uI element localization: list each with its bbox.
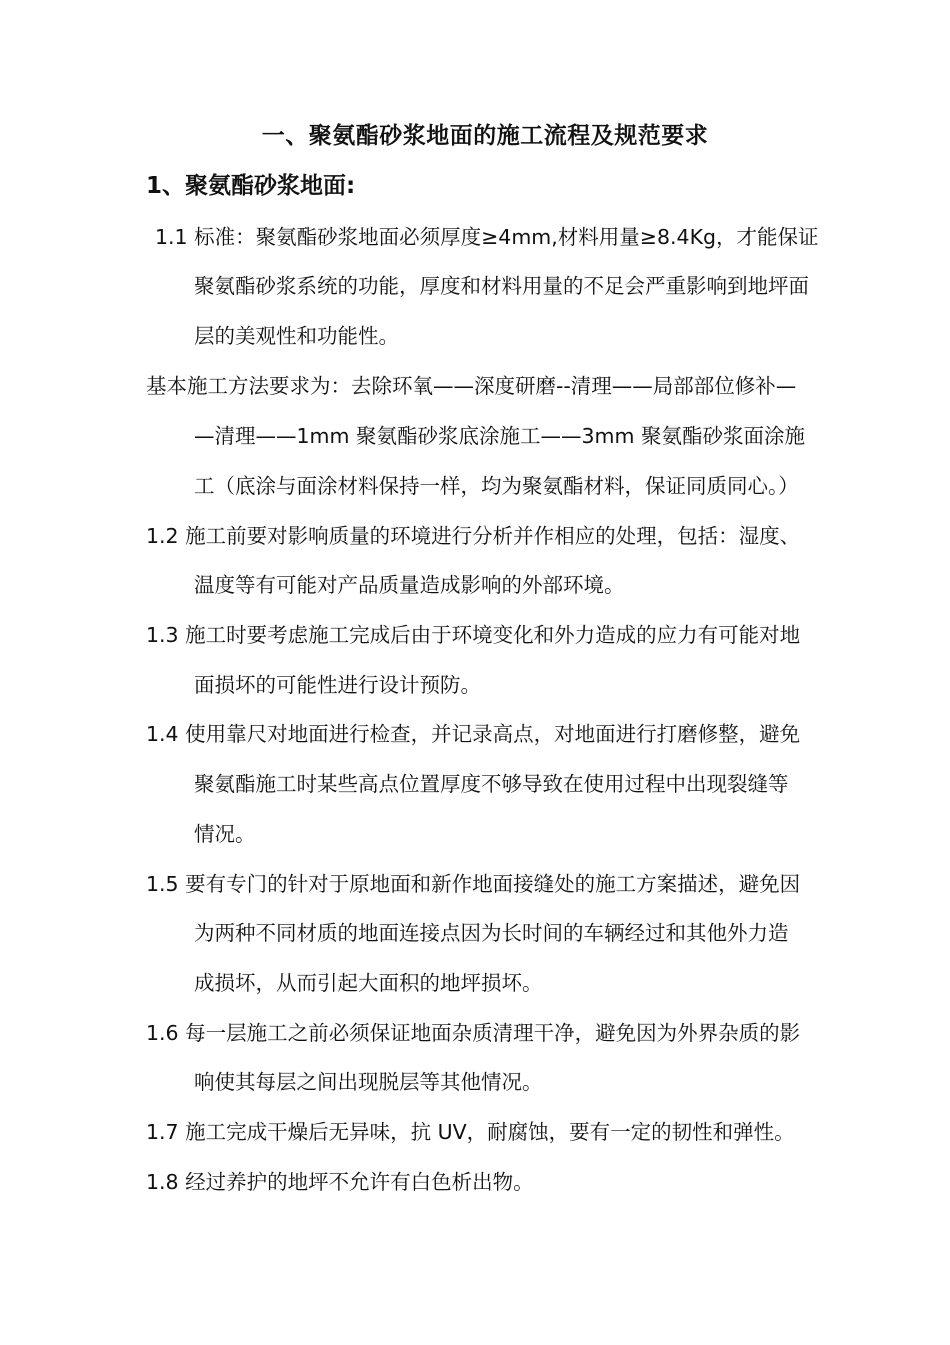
paragraph-line: 1.7 施工完成干燥后无异味，抗 UV，耐腐蚀，要有一定的韧性和弹性。 xyxy=(146,1120,795,1144)
paragraph-line: 基本施工方法要求为：去除环氧——深度研磨--清理——局部部位修补— xyxy=(146,374,797,398)
paragraph-line: 工（底涂与面涂材料保持一样，均为聚氨酯材料，保证同质同心。） xyxy=(194,474,799,498)
paragraph-line: 为两种不同材质的地面连接点因为长时间的车辆经过和其他外力造 xyxy=(194,921,789,945)
paragraph-line: 1.5 要有专门的针对于原地面和新作地面接缝处的施工方案描述，避免因 xyxy=(146,872,801,896)
paragraph-line: 1.1 标准：聚氨酯砂浆地面必须厚度≥4mm,材料用量≥8.4Kg，才能保证 xyxy=(155,225,819,249)
paragraph-line: 温度等有可能对产品质量造成影响的外部环境。 xyxy=(194,573,625,597)
paragraph-line: 成损坏，从而引起大面积的地坪损坏。 xyxy=(194,971,543,995)
paragraph-line: 情况。 xyxy=(194,822,256,846)
paragraph-line: 层的美观性和功能性。 xyxy=(194,324,399,348)
paragraph-line: 1.3 施工时要考虑施工完成后由于环境变化和外力造成的应力有可能对地 xyxy=(146,623,801,647)
paragraph-line: 1.8 经过养护的地坪不允许有白色析出物。 xyxy=(146,1170,534,1194)
paragraph-line: 聚氨酯施工时某些高点位置厚度不够导致在使用过程中出现裂缝等 xyxy=(194,772,789,796)
section-heading: 1、聚氨酯砂浆地面: xyxy=(146,173,356,199)
paragraph-line: 响使其每层之间出现脱层等其他情况。 xyxy=(194,1070,543,1094)
paragraph-line: 1.6 每一层施工之前必须保证地面杂质清理干净，避免因为外界杂质的影 xyxy=(146,1021,801,1045)
paragraph-line: 1.2 施工前要对影响质量的环境进行分析并作相应的处理，包括：湿度、 xyxy=(146,524,801,548)
paragraph-line: —清理——1mm 聚氨酯砂浆底涂施工——3mm 聚氨酯砂浆面涂施 xyxy=(194,424,805,448)
document-title: 一、聚氨酯砂浆地面的施工流程及规范要求 xyxy=(261,123,709,149)
paragraph-line: 1.4 使用靠尺对地面进行检查，并记录高点，对地面进行打磨修整，避免 xyxy=(146,722,801,746)
paragraph-line: 面损坏的可能性进行设计预防。 xyxy=(194,673,481,697)
paragraph-line: 聚氨酯砂浆系统的功能，厚度和材料用量的不足会严重影响到地坪面 xyxy=(194,274,809,298)
